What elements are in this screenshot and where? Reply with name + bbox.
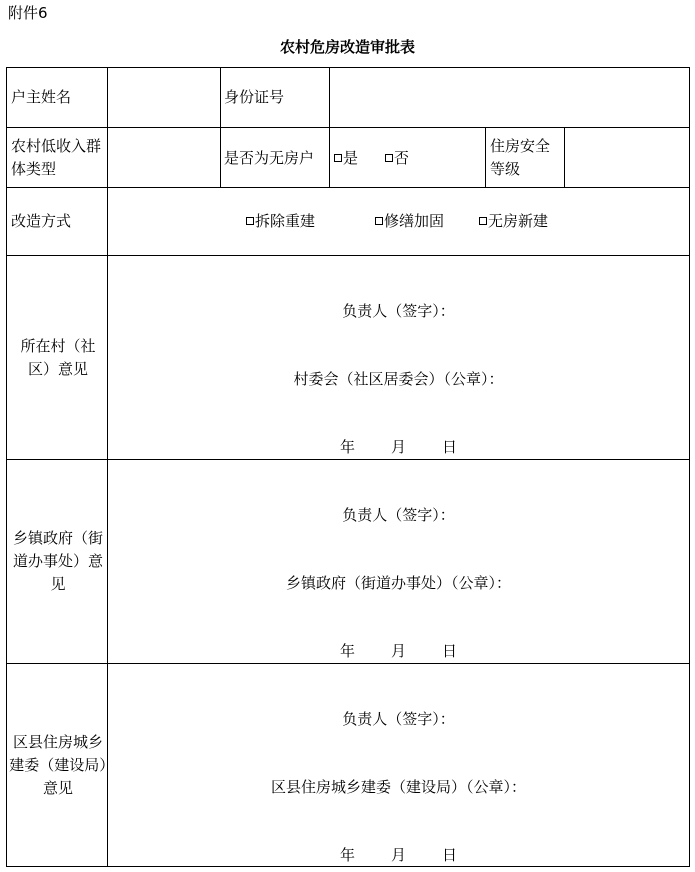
demolish-rebuild-checkbox[interactable]: [246, 217, 254, 225]
id-number-field[interactable]: [329, 67, 690, 128]
village-signer-line: 负责人（签字）：: [342, 302, 455, 320]
township-opinion-label: 乡镇政府（街道办事处）意见: [12, 529, 103, 593]
demolish-rebuild-label: 拆除重建: [255, 212, 316, 230]
county-month: 月: [390, 846, 406, 864]
householder-name-label: 户主姓名: [11, 88, 72, 106]
approval-form-table: [6, 67, 690, 867]
safety-level-label: 住房安全等级: [490, 137, 551, 178]
village-day: 日: [442, 438, 458, 456]
township-opinion-content-cell[interactable]: [107, 459, 690, 664]
county-seal-line: 区县住房城乡建委（建设局）（公章）：: [270, 778, 526, 796]
id-number-label: 身份证号: [224, 88, 285, 106]
no-label: 否: [394, 149, 410, 167]
no-option[interactable]: [385, 147, 409, 170]
no-house-label-cell: [220, 127, 330, 188]
township-signer-line: 负责人（签字）：: [342, 506, 455, 524]
village-seal-line: 村委会（社区居委会）（公章）：: [293, 370, 504, 388]
yes-checkbox[interactable]: [334, 154, 342, 162]
township-year: 年: [339, 642, 355, 660]
township-month: 月: [390, 642, 406, 660]
village-month: 月: [390, 438, 406, 456]
township-seal-line: 乡镇政府（街道办事处）（公章）：: [285, 574, 511, 592]
county-day: 日: [442, 846, 458, 864]
village-date-line: [108, 436, 689, 459]
county-opinion-label-cell: [6, 663, 108, 867]
safety-level-field[interactable]: [564, 127, 690, 188]
no-checkbox[interactable]: [385, 154, 393, 162]
village-opinion-label: 所在村（社区）意见: [20, 337, 96, 378]
renovation-method-label: 改造方式: [11, 212, 72, 230]
option-demolish-rebuild[interactable]: [246, 210, 315, 233]
no-house-label: 是否为无房户: [224, 149, 315, 167]
new-build-label: 无房新建: [488, 212, 549, 230]
county-year: 年: [339, 846, 355, 864]
householder-name-field[interactable]: [107, 67, 221, 128]
repair-reinforce-checkbox[interactable]: [375, 217, 383, 225]
yes-label: 是: [343, 149, 359, 167]
village-opinion-label-cell: [6, 255, 108, 460]
village-year: 年: [339, 438, 355, 456]
form-title: 农村危房改造审批表: [279, 38, 415, 56]
income-group-type-label-cell: [6, 127, 108, 188]
safety-level-label-cell: [485, 127, 565, 188]
attachment-number: 附件6: [8, 4, 48, 22]
repair-reinforce-label: 修缮加固: [384, 212, 445, 230]
new-build-checkbox[interactable]: [479, 217, 487, 225]
income-group-type-field[interactable]: [107, 127, 221, 188]
county-signer-line: 负责人（签字）：: [342, 710, 455, 728]
county-opinion-content-cell[interactable]: [107, 663, 690, 867]
township-day: 日: [442, 642, 458, 660]
yes-option[interactable]: [334, 147, 358, 170]
householder-name-label-cell: [6, 67, 108, 128]
renovation-method-options-cell: [107, 187, 690, 256]
no-house-choice-cell: [329, 127, 486, 188]
option-new-build[interactable]: [479, 210, 548, 233]
township-date-line: [108, 640, 689, 663]
income-group-type-label: 农村低收入群体类型: [11, 137, 102, 178]
township-opinion-label-cell: [6, 459, 108, 664]
id-number-label-cell: [220, 67, 330, 128]
renovation-method-label-cell: [6, 187, 108, 256]
option-repair-reinforce[interactable]: [375, 210, 444, 233]
county-opinion-label: 区县住房城乡建委（建设局）意见: [9, 733, 107, 797]
village-opinion-content-cell[interactable]: [107, 255, 690, 460]
county-date-line: [108, 844, 689, 867]
